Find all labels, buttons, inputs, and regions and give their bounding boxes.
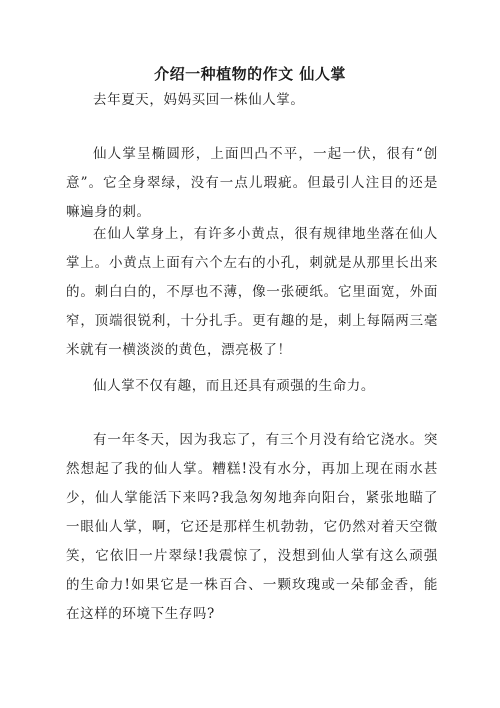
paragraph-5: 有一年冬天，因为我忘了，有三个月没有给它浇水。突然想起了我的仙人掌。糟糕!没有水分，再加上现在雨水甚少，仙人掌能活下来吗?我急匆匆地奔向阳台，紧张地瞄了一眼仙人掌，啊，它还是那样生机勃勃，它仍然对着天空微笑，它依旧一片翠绿!我震惊了，没想到仙人掌有这么顽强的生命力!如果它是一株百合、一颗玫瑰或一朵郁金香，能在这样的环境下生存吗? — [66, 432, 438, 622]
paragraph-4: 仙人掌不仅有趣，而且还具有顽强的生命力。 — [93, 378, 375, 394]
paragraph-block-2 — [66, 140, 438, 227]
paragraph-block-1 — [66, 86, 438, 115]
paragraph-block-5 — [66, 426, 438, 629]
page-title: 介绍一种植物的作文 仙人掌 — [154, 65, 346, 83]
paragraph-block-4 — [66, 372, 438, 401]
paragraph-block-3 — [66, 220, 438, 365]
paragraph-3: 在仙人掌身上，有许多小黄点，很有规律地坐落在仙人掌上。小黄点上面有六个左右的小孔，刺就是从那里长出来的。刺白白的，不厚也不薄，像一张硬纸。它里面宽，外面窄，顶端很锐利，十分扎手。更有趣的是，刺上每隔两三毫米就有一横淡淡的黄色，漂亮极了！ — [66, 226, 438, 358]
paragraph-1: 去年夏天，妈妈买回一株仙人掌。 — [93, 92, 305, 108]
paragraph-2: 仙人掌呈椭圆形，上面凹凸不平，一起一伏，很有“创意”。它全身翠绿，没有一点儿瑕疵。但最引人注目的还是嘛遍身的刺。 — [66, 146, 438, 220]
